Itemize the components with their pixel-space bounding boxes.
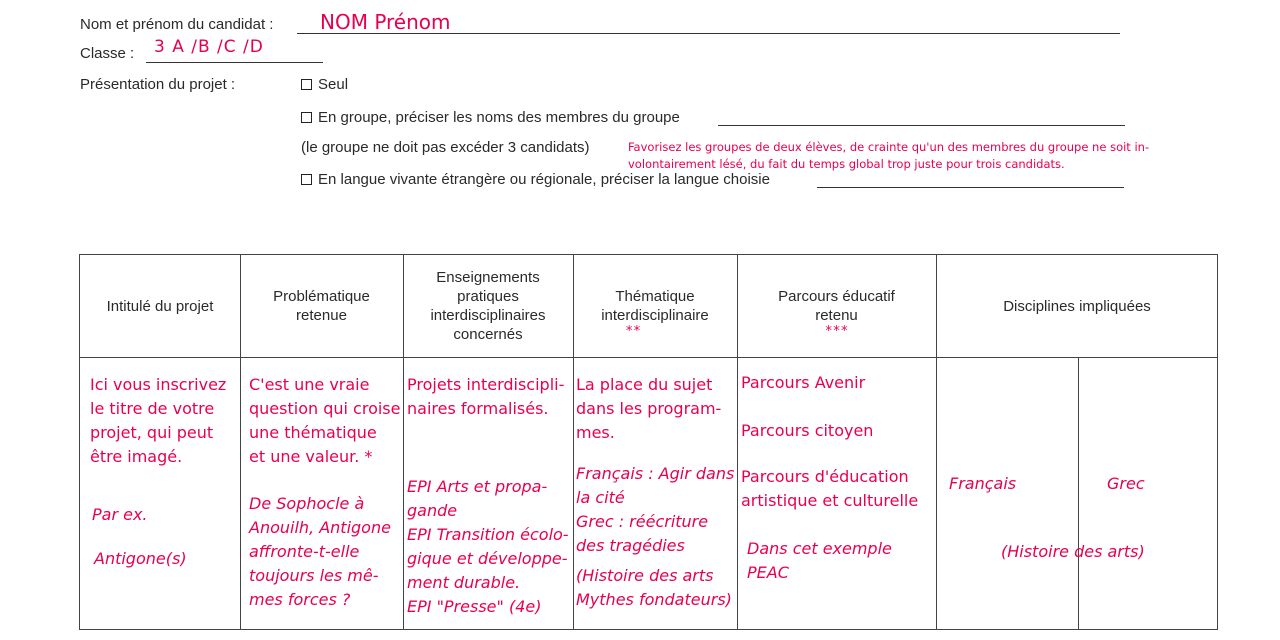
cell-project-title[interactable] [90, 373, 226, 571]
cell-text: mes. [576, 423, 615, 442]
advice-line-1: Favorisez les groupes de deux élèves, de crainte qu'un des membres du groupe ne soit in- [628, 140, 1150, 154]
cell-text: affronte-t-elle [249, 542, 360, 561]
advice-line-2: volontairement lésé, du fait du temps global trop juste pour trois candidats. [628, 157, 1065, 171]
cell-text: la cité [576, 488, 625, 507]
cell-epi[interactable] [407, 373, 569, 619]
cell-problematic[interactable] [249, 373, 400, 612]
cell-text: toujours les mê- [249, 566, 379, 585]
cell-text: La place du sujet [576, 375, 713, 394]
header-theme-stars: ** [625, 324, 641, 339]
option-group[interactable] [301, 109, 680, 126]
group-note: (le groupe ne doit pas excéder 3 candidats) [301, 139, 590, 156]
class-field[interactable]: 3 A /B /C /D [154, 37, 264, 57]
header-problematic-l2: retenue [296, 307, 347, 324]
cell-text: (Histoire des arts [576, 566, 714, 585]
group-members-line[interactable] [718, 125, 1125, 126]
cell-text: le titre de votre [90, 399, 215, 418]
option-alone[interactable] [301, 76, 348, 93]
header-pathway-stars: *** [824, 324, 849, 339]
cell-text: C'est une vraie [249, 375, 370, 394]
cell-text: Parcours Avenir [741, 373, 866, 392]
col-divider-6 [1078, 357, 1079, 629]
cell-text: être imagé. [90, 447, 183, 466]
header-problematic-l1: Problématique [273, 288, 370, 305]
cell-text: gande [407, 501, 458, 520]
class-line [146, 62, 323, 63]
cell-text: PEAC [747, 563, 789, 582]
presentation-label: Présentation du projet : [80, 76, 236, 93]
class-label: Classe : [80, 45, 135, 62]
header-separator [80, 357, 1217, 358]
cell-text: ment durable. [407, 573, 521, 592]
cell-text: Parcours d'éducation [741, 467, 909, 486]
cell-text: et une valeur. * [249, 447, 373, 466]
header-pathway [737, 255, 936, 357]
cell-text: Par ex. [92, 505, 148, 524]
header-project-title [80, 255, 240, 357]
language-line[interactable] [817, 187, 1124, 188]
header-epi-l4: concernés [453, 326, 523, 343]
project-table [79, 254, 1218, 630]
cell-text: Grec : réécriture [576, 512, 709, 531]
header-epi [403, 255, 573, 357]
cell-text: De Sophocle à [249, 494, 365, 513]
cell-text: mes forces ? [249, 590, 351, 609]
header-pathway-l1: Parcours éducatif [778, 288, 895, 305]
cell-discipline-french[interactable]: Français [949, 474, 1017, 493]
header-theme [573, 255, 737, 357]
cell-discipline-greek[interactable]: Grec [1107, 474, 1145, 493]
header-theme-l1: Thématique [615, 288, 695, 305]
cell-discipline-arts[interactable]: (Histoire des arts) [1001, 542, 1145, 561]
option-language-label: En langue vivante étrangère ou régionale, préciser la langue choisie [318, 171, 770, 188]
group-checkbox[interactable] [301, 112, 312, 123]
alone-checkbox[interactable] [301, 79, 312, 90]
cell-text: Antigone(s) [94, 549, 187, 568]
cell-text: naires formalisés. [407, 399, 549, 418]
cell-text: artistique et culturelle [741, 491, 919, 510]
header-pathway-l2: retenu [815, 307, 858, 324]
option-alone-label: Seul [318, 76, 349, 93]
header-epi-l2: pratiques [457, 288, 519, 305]
cell-text: gique et développe- [407, 549, 568, 568]
cell-text: question qui croise [249, 399, 401, 418]
header-epi-l3: interdisciplinaires [430, 307, 546, 324]
cell-text: dans les program- [576, 399, 722, 418]
language-checkbox[interactable] [301, 174, 312, 185]
header-project-title-text: Intitulé du projet [106, 297, 214, 315]
cell-text: projet, qui peut [90, 423, 214, 442]
cell-theme[interactable] [576, 373, 734, 612]
cell-text: EPI "Presse" (4e) [407, 597, 542, 616]
header-epi-l1: Enseignements [436, 269, 540, 286]
cell-text: Parcours citoyen [741, 421, 874, 440]
cell-text: Mythes fondateurs) [576, 590, 732, 609]
header-theme-l2: interdisciplinaire [601, 307, 709, 324]
cell-text: Anouilh, Antigone [249, 518, 391, 537]
cell-text: Dans cet exemple [747, 539, 892, 558]
cell-text: des tragédies [576, 536, 685, 555]
header-disciplines [936, 255, 1218, 357]
cell-text: Projets interdiscipli- [407, 375, 565, 394]
candidate-name-label: Nom et prénom du candidat : [80, 16, 274, 33]
cell-text: EPI Transition écolo- [407, 525, 569, 544]
option-language[interactable] [301, 171, 770, 188]
cell-text: Ici vous inscrivez [90, 375, 227, 394]
cell-text: Français : Agir dans [576, 464, 735, 483]
option-group-label: En groupe, préciser les noms des membres du groupe [318, 109, 680, 126]
cell-pathway[interactable] [741, 371, 918, 585]
header-problematic [240, 255, 403, 357]
cell-text: une thématique [249, 423, 377, 442]
header-disciplines-text: Disciplines impliquées [1003, 297, 1151, 315]
candidate-name-field[interactable]: NOM Prénom [320, 10, 451, 34]
cell-text: EPI Arts et propa- [407, 477, 548, 496]
